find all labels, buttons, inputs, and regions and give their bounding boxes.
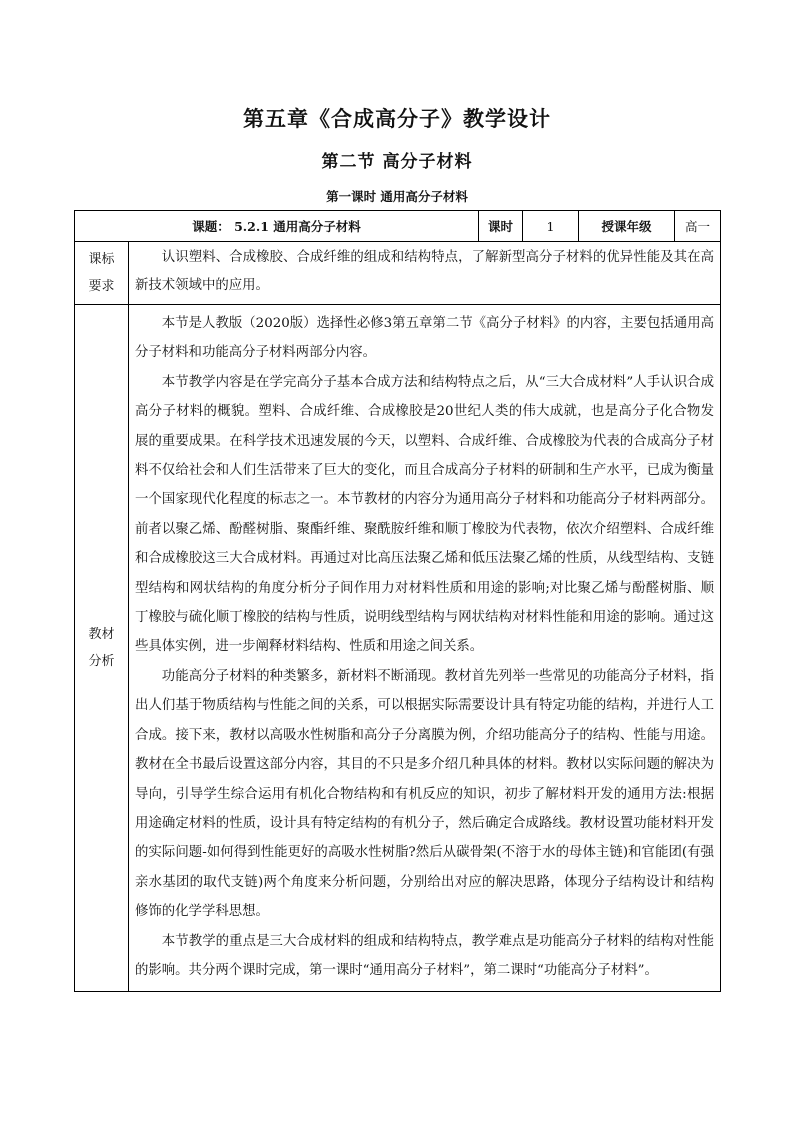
requirements-label-line2: 要求 [88,279,115,294]
lesson-plan-table [74,210,721,992]
requirements-label [75,242,129,305]
topic-cell: 课题： 5.2.1 通用高分子材料 [75,211,479,242]
analysis-text-cell [129,305,721,992]
analysis-label-line2: 分析 [88,654,115,670]
period-label: 课时 [479,211,523,242]
analysis-label-line1: 教材 [88,627,115,643]
period-value: 1 [523,211,579,242]
analysis-paragraph: 本节教学的重点是三大合成材料的组成和结构特点，教学难点是功能高分子材料的结构对性能的影响。共分两个课时完成，第一课时“通用高分子材料”，第二课时“功能高分子材料”。 [135,933,715,978]
grade-value: 高一 [675,211,721,242]
requirements-row [75,242,721,305]
analysis-row [75,305,721,992]
grade-label: 授课年级 [579,211,675,242]
analysis-label [75,305,129,992]
requirements-text-cell [129,242,721,305]
analysis-paragraph: 本节是人教版（2020版）选择性必修3第五章第二节《高分子材料》的内容，主要包括通用高分子材料和功能高分子材料两部分内容。 [135,316,715,361]
analysis-paragraph: 本节教学内容是在学完高分子基本合成方法和结构特点之后，从“三大合成材料”人手认识合成高分子材料的概貌。塑料、合成纤维、合成橡胶是20世纪人类的伟大成就，也是高分子化合物发展的重要成果。在科学技术迅速发展的今天，以塑料、合成纤维、合成橡胶为代表的合成高分子材料不仅给社会和人们生活带来了巨大的变化，而且合成高分子材料的研制和生产水平，已成为衡量一个国家现代化程度的标志之一。本节教材的内容分为通用高分子材料和功能高分子材料两部分。前者以聚乙烯、酚醛树脂、聚酯纤维、聚酰胺纤维和顺丁橡胶为代表物，依次介绍塑料、合成纤维和合成橡胶这三大合成材料。再通过对比高压法聚乙烯和低压法聚乙烯的性质，从线型结构、支链型结构和网状结构的角度分析分子间作用力对材料性质和用途的影响;对比聚乙烯与酚醛树脂、顺丁橡胶与硫化顺丁橡胶的结构与性质，说明线型结构与网状结构对材料性能和用途的影响。通过这些具体实例，进一步阐释材料结构、性质和用途之间关系。 [135,374,715,655]
lesson-title: 第一课时 通用高分子材料 [326,189,468,204]
header-row [75,211,721,242]
section-subtitle: 第二节 高分子材料 [321,152,473,172]
page-title: 第五章《合成高分子》教学设计 [243,106,551,131]
requirements-text: 认识塑料、合成橡胶、合成纤维的组成和结构特点，了解新型高分子材料的优异性能及其在高新技术领域中的应用。 [135,250,715,293]
requirements-label-line1: 课标 [88,252,115,267]
analysis-paragraph: 功能高分子材料的种类繁多，新材料不断涌现。教材首先列举一些常见的功能高分子材料，指出人们基于物质结构与性能之间的关系，可以根据实际需要设计具有特定功能的结构，并进行人工合成。接下来，教材以高吸水性树脂和高分子分离膜为例，介绍功能高分子的结构、性能与用途。教材在全书最后设置这部分内容，其目的不只是多介绍几种具体的材料。教材以实际问题的解决为导向，引导学生综合运用有机化合物结构和有机反应的知识，初步了解材料开发的通用方法:根据用途确定材料的性质，设计具有特定结构的有机分子，然后确定合成路线。教材设置功能材料开发的实际问题-如何得到性能更好的高吸水性树脂?然后从碳骨架(不溶于水的母体主链)和官能团(有强亲水基团的取代支链)两个角度来分析问题，分别给出对应的解决思路，体现分子结构设计和结构修饰的化学学科思想。 [135,668,715,920]
